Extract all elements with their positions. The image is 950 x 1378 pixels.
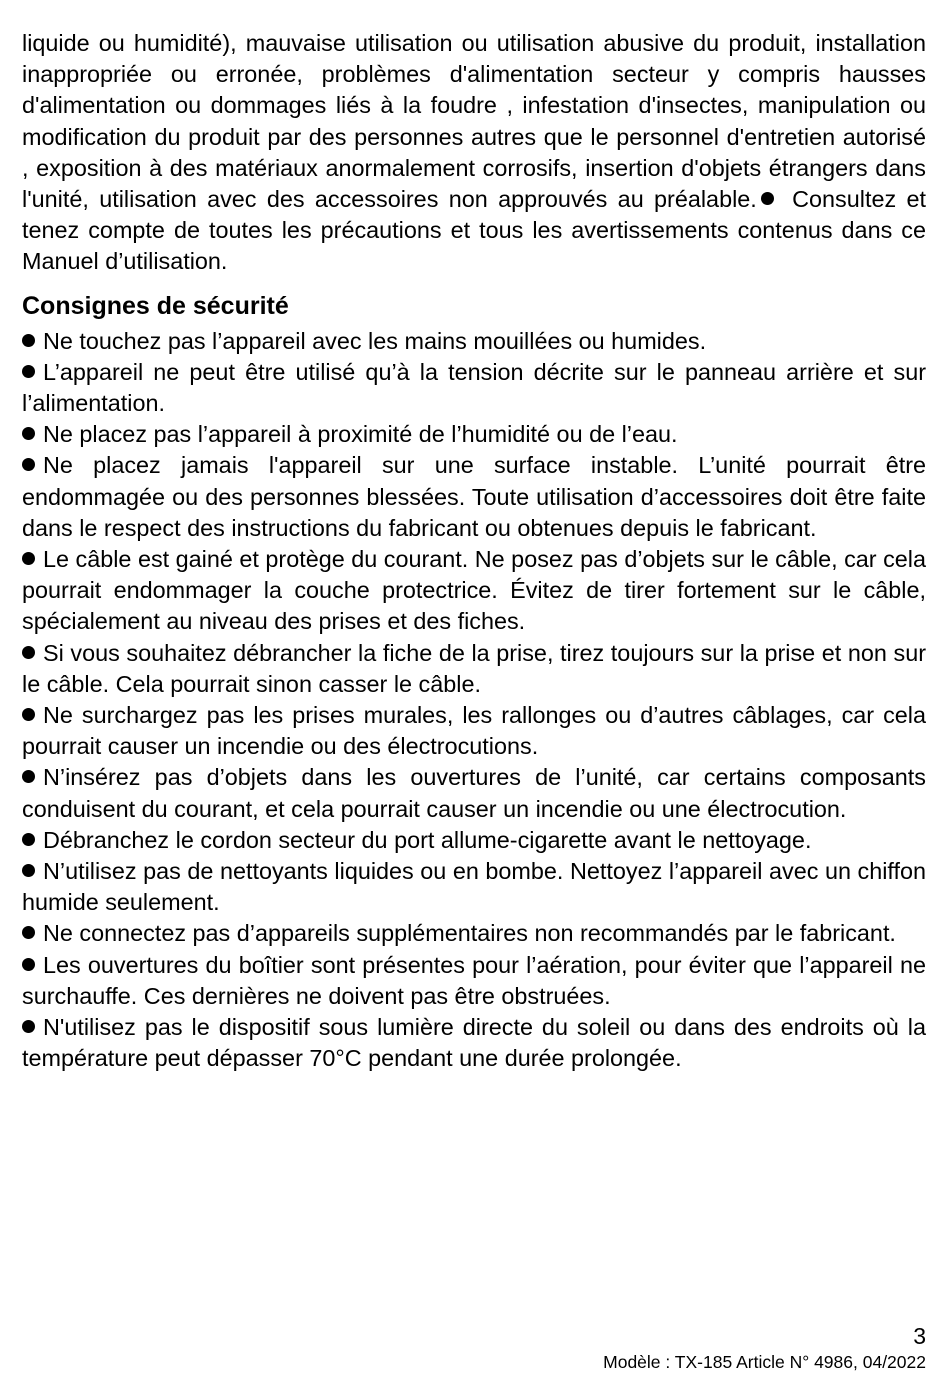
list-item-text: Ne surchargez pas les prises murales, les rallonges ou d’autres câblages, car cela pourrait causer un incendie ou des électrocutions. bbox=[22, 702, 926, 760]
list-item bbox=[22, 700, 926, 762]
list-item-text: Débranchez le cordon secteur du port allume-cigarette avant le nettoyage. bbox=[43, 826, 812, 853]
intro-paragraph bbox=[22, 28, 926, 278]
intro-text: liquide ou humidité), mauvaise utilisation ou utilisation abusive du produit, installation inappropriée ou erronée, problèmes d'alimentation secteur y compris hausses d'alimentation ou dommages liés à la foudre , infestation d'insectes, manipulation ou modification du produit par des personnes autres que le personnel d'entretien autorisé , exposition à des matériaux anormalement corrosifs, insertion d'objets étrangers dans l'unité, utilisation avec des accessoires non approuvés au préalable. bbox=[22, 30, 926, 213]
bullet-icon bbox=[22, 365, 35, 378]
bullet-icon bbox=[22, 552, 35, 565]
bullet-icon bbox=[22, 708, 35, 721]
list-item bbox=[22, 638, 926, 700]
list-item-text: Ne placez jamais l'appareil sur une surface instable. L’unité pourrait être endommagée ou des personnes blessées. Toute utilisation d’accessoires doit être faite dans le respect des instructions du fabricant ou obtenues depuis le fabricant. bbox=[22, 452, 926, 541]
list-item bbox=[22, 918, 926, 949]
bullet-icon bbox=[761, 192, 774, 205]
list-item-text: Le câble est gainé et protège du courant. Ne posez pas d’objets sur le câble, car cela pourrait endommager la couche protectrice. Évitez de tirer fortement sur le câble, spécialement au niveau des prises et des fiches. bbox=[22, 546, 926, 635]
safety-list bbox=[22, 326, 926, 1075]
list-item bbox=[22, 762, 926, 824]
bullet-icon bbox=[22, 958, 35, 971]
list-item-text: L’appareil ne peut être utilisé qu’à la tension décrite sur le panneau arrière et sur l’alimentation. bbox=[22, 358, 926, 417]
list-item bbox=[22, 825, 926, 856]
list-item-text: N’insérez pas d’objets dans les ouvertures de l’unité, car certains composants conduisent du courant, et cela pourrait causer un incendie ou une électrocution. bbox=[22, 764, 926, 822]
bullet-icon bbox=[22, 646, 35, 659]
list-item-text: N’utilisez pas de nettoyants liquides ou en bombe. Nettoyez l’appareil avec un chiffon humide seulement. bbox=[22, 858, 926, 916]
list-item bbox=[22, 326, 926, 357]
list-item-text: Si vous souhaitez débrancher la fiche de la prise, tirez toujours sur la prise et non sur le câble. Cela pourrait sinon casser le câble. bbox=[22, 639, 926, 697]
list-item bbox=[22, 419, 926, 450]
bullet-icon bbox=[22, 833, 35, 846]
list-item-text: Ne connectez pas d’appareils supplémentaires non recommandés par le fabricant. bbox=[43, 920, 896, 947]
bullet-icon bbox=[22, 334, 35, 347]
list-item-text: Les ouvertures du boîtier sont présentes pour l’aération, pour éviter que l’appareil ne surchauffe. Ces dernières ne doivent pas être obstruées. bbox=[22, 951, 926, 1009]
footer-model-info: Modèle : TX-185 Article N° 4986, 04/2022 bbox=[603, 1352, 926, 1372]
list-item-text: Ne touchez pas l’appareil avec les mains mouillées ou humides. bbox=[43, 327, 707, 354]
list-item-text: N'utilisez pas le dispositif sous lumière directe du soleil ou dans des endroits où la température peut dépasser 70°C pendant une durée prolongée. bbox=[22, 1014, 926, 1072]
list-item bbox=[22, 856, 926, 918]
bullet-icon bbox=[22, 458, 35, 471]
manual-page bbox=[22, 28, 926, 1075]
bullet-icon bbox=[22, 926, 35, 939]
list-item bbox=[22, 544, 926, 638]
bullet-icon bbox=[22, 770, 35, 783]
list-item bbox=[22, 1012, 926, 1074]
list-item bbox=[22, 357, 926, 419]
bullet-icon bbox=[22, 864, 35, 877]
list-item bbox=[22, 450, 926, 544]
bullet-icon bbox=[22, 1020, 35, 1033]
bullet-icon bbox=[22, 427, 35, 440]
list-item-text: Ne placez pas l’appareil à proximité de l’humidité ou de l’eau. bbox=[43, 421, 678, 448]
intro-tail-text: Consultez et tenez compte de toutes les précautions et tous les avertissements contenus dans ce Manuel d’utilisation. bbox=[22, 186, 927, 275]
page-number: 3 bbox=[913, 1323, 926, 1349]
list-item bbox=[22, 950, 926, 1012]
section-title: Consignes de sécurité bbox=[22, 291, 289, 320]
